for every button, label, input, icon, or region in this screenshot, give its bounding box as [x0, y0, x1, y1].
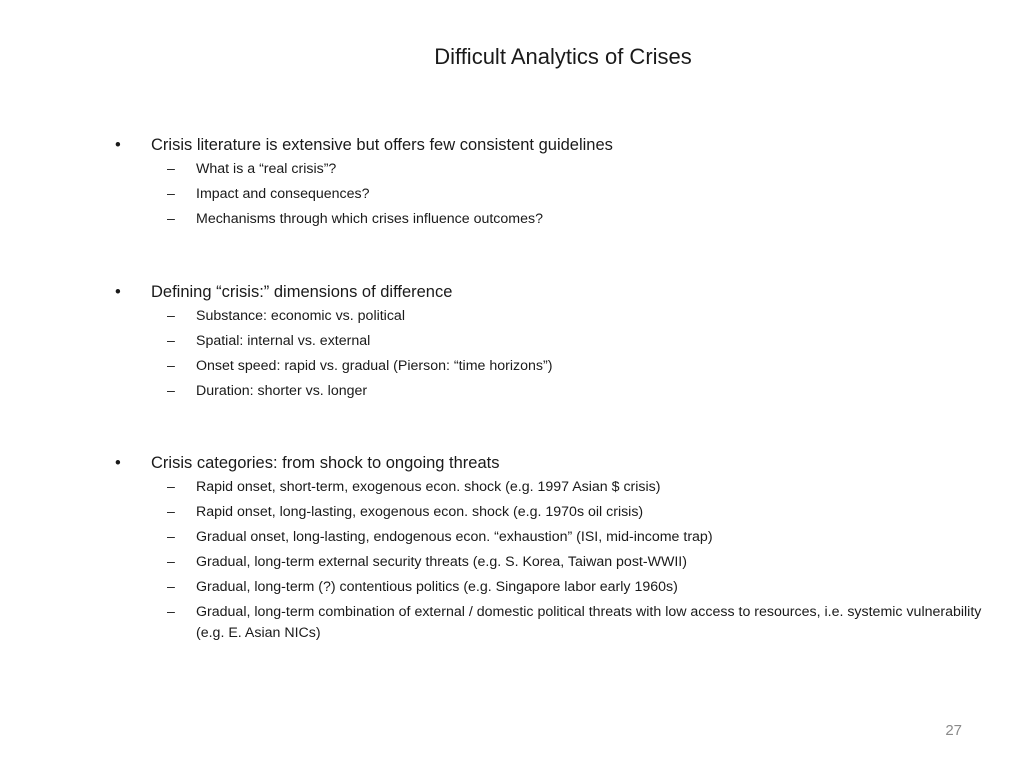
- sub-item: [110, 209, 990, 230]
- sub-item-text: Mechanisms through which crises influence outcomes?: [196, 211, 543, 227]
- sub-item-text: Spatial: internal vs. external: [196, 332, 371, 349]
- bullet-marker: •: [115, 454, 121, 472]
- sub-marker: –: [167, 604, 175, 620]
- sub-marker: –: [167, 554, 175, 570]
- sub-item-text: Onset speed: rapid vs. gradual (Pierson: “time horizons”): [196, 357, 553, 374]
- section-crisis-categories: [110, 451, 990, 643]
- sub-item: [110, 477, 990, 498]
- sub-item-text: Gradual, long-term external security threats (e.g. S. Korea, Taiwan post-WWII): [196, 554, 687, 570]
- sub-item: [110, 306, 990, 327]
- sub-item: [110, 502, 990, 523]
- sub-marker: –: [167, 332, 175, 349]
- sub-marker: –: [167, 504, 175, 520]
- sub-item: [110, 184, 990, 205]
- bullet-text: Defining “crisis:” dimensions of difference: [151, 282, 453, 301]
- bullet-marker: •: [115, 282, 121, 301]
- sub-item-text: Duration: shorter vs. longer: [196, 382, 368, 399]
- sub-marker: –: [167, 211, 175, 227]
- sub-item-text: Gradual onset, long-lasting, endogenous econ. “exhaustion” (ISI, mid-income trap): [196, 529, 713, 545]
- sub-item-text: Gradual, long-term (?) contentious politics (e.g. Singapore labor early 1960s): [196, 579, 678, 595]
- section-crisis-literature: [110, 133, 990, 230]
- sub-marker: –: [167, 161, 175, 177]
- sub-item: [110, 527, 990, 548]
- section-defining-crisis: [110, 280, 990, 402]
- slide-content: [110, 133, 990, 648]
- bullet-text: Crisis categories: from shock to ongoing threats: [151, 454, 500, 472]
- sub-item-text: Substance: economic vs. political: [196, 307, 405, 324]
- sub-item: [110, 577, 990, 598]
- sub-item: [110, 552, 990, 573]
- slide-title: Difficult Analytics of Crises: [434, 44, 692, 69]
- sub-item-text: Gradual, long-term combination of external / domestic political threats with low access to resources, i.e. systemic vulnerability (e.g. E. Asian NICs): [196, 604, 982, 641]
- sub-item-text: Rapid onset, long-lasting, exogenous econ. shock (e.g. 1970s oil crisis): [196, 504, 644, 520]
- sub-item: [110, 602, 990, 643]
- sub-item-text: Rapid onset, short-term, exogenous econ. shock (e.g. 1997 Asian $ crisis): [196, 479, 661, 495]
- bullet-heading: [110, 133, 990, 157]
- sub-marker: –: [167, 382, 175, 399]
- bullet-marker: •: [115, 136, 121, 154]
- sub-list: [110, 306, 990, 402]
- sub-marker: –: [167, 579, 175, 595]
- sub-marker: –: [167, 529, 175, 545]
- sub-item-text: What is a “real crisis”?: [196, 161, 337, 177]
- sub-marker: –: [167, 186, 175, 202]
- bullet-text: Crisis literature is extensive but offers few consistent guidelines: [151, 136, 613, 154]
- sub-marker: –: [167, 307, 175, 324]
- sub-item: [110, 356, 990, 377]
- sub-marker: –: [167, 479, 175, 495]
- sub-item: [110, 381, 990, 402]
- bullet-heading: [110, 451, 990, 475]
- sub-item: [110, 159, 990, 180]
- page-number: 27: [945, 722, 962, 739]
- sub-item: [110, 331, 990, 352]
- sub-item-text: Impact and consequences?: [196, 186, 370, 202]
- sub-marker: –: [167, 357, 175, 374]
- sub-list: [110, 477, 990, 643]
- bullet-heading: [110, 280, 990, 304]
- sub-list: [110, 159, 990, 230]
